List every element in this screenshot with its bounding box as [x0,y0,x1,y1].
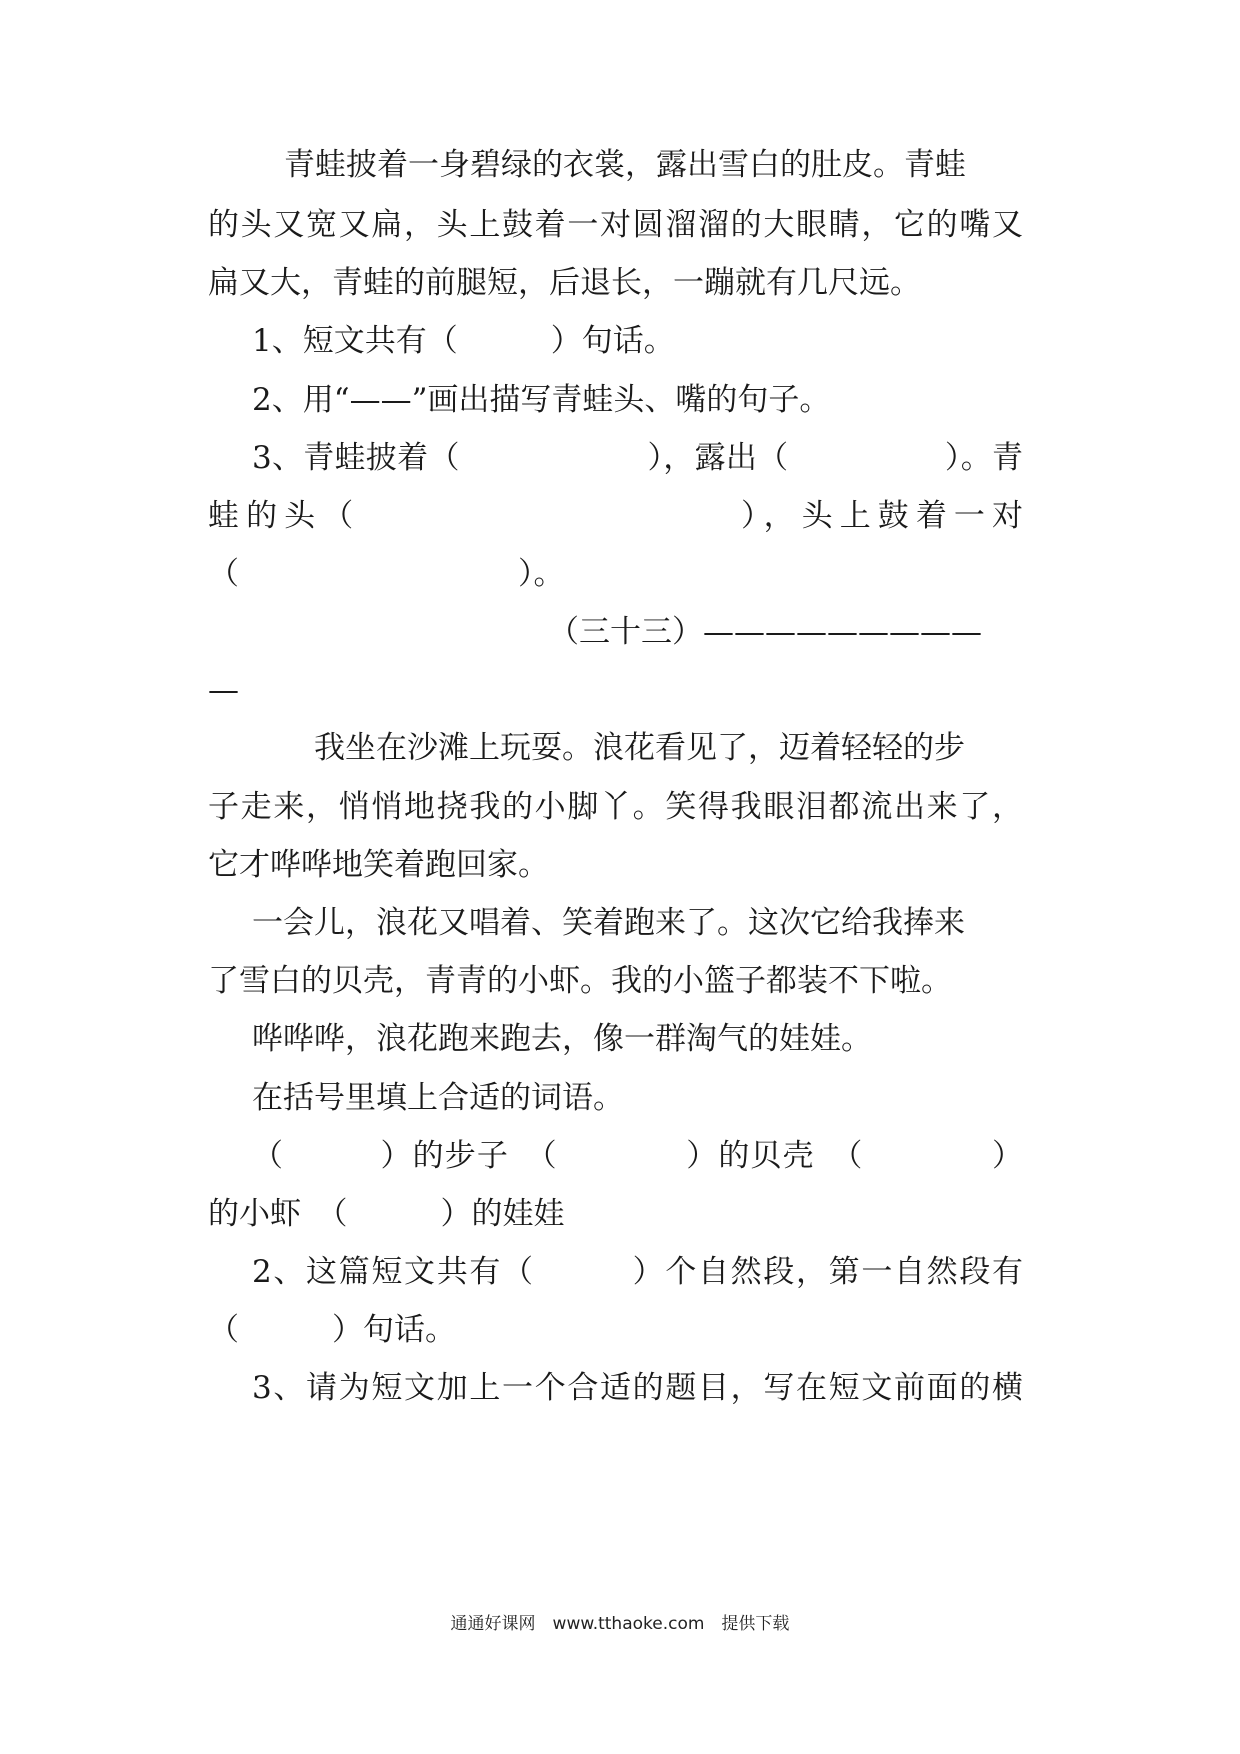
passage2-line5: 了雪白的贝壳，青青的小虾。我的小篮子都装不下啦。 [208,963,952,999]
question-1-3-line3: （ ）。 [208,556,565,592]
question-2-2-line1: 2、这篇短文共有（ ）个自然段，第一自然段有 [252,1254,1023,1290]
question-2-fill-line2: 的小虾 （ ）的娃娃 [208,1196,565,1232]
passage2-line3: 它才哗哗地笑着跑回家。 [208,847,549,883]
passage1-line2: 的头又宽又扁，头上鼓着一对圆溜溜的大眼睛，它的嘴又 [208,207,1023,243]
passage2-line4: 一会儿，浪花又唱着、笑着跑来了。这次它给我捧来 [252,905,965,941]
question-2-instruction: 在括号里填上合适的词语。 [252,1080,624,1116]
passage1-line1: 青蛙披着一身碧绿的衣裳，露出雪白的肚皮。青蛙 [284,147,966,183]
passage2-line6: 哗哗哗，浪花跑来跑去，像一群淘气的娃娃。 [252,1021,872,1057]
question-1-1: 1、短文共有（ ）句话。 [252,323,675,359]
question-2-2-line2: （ ）句话。 [208,1312,456,1348]
question-1-2: 2、用“——”画出描写青蛙头、嘴的句子。 [252,382,831,418]
passage2-line1: 我坐在沙滩上玩耍。浪花看见了，迈着轻轻的步 [314,730,965,766]
question-2-3: 3、请为短文加上一个合适的题目，写在短文前面的横 [252,1370,1023,1406]
question-2-fill-line1: （ ）的步子 （ ）的贝壳 （ ） [252,1138,1023,1174]
passage2-line2: 子走来，悄悄地挠我的小脚丫。笑得我眼泪都流出来了， [208,789,1023,825]
question-1-3-line1: 3、青蛙披着（ ），露出（ ）。青 [252,440,1023,476]
passage1-line3: 扁又大，青蛙的前腿短，后退长，一蹦就有几尺远。 [208,265,921,301]
section-title-continued: — [208,672,239,708]
section-title: （三十三）————————— [548,614,982,650]
question-1-3-line2: 蛙的头（ ），头上鼓着一对 [208,498,1023,534]
page-footer: 通通好课网 www.tthaoke.com 提供下载 [450,1614,790,1634]
